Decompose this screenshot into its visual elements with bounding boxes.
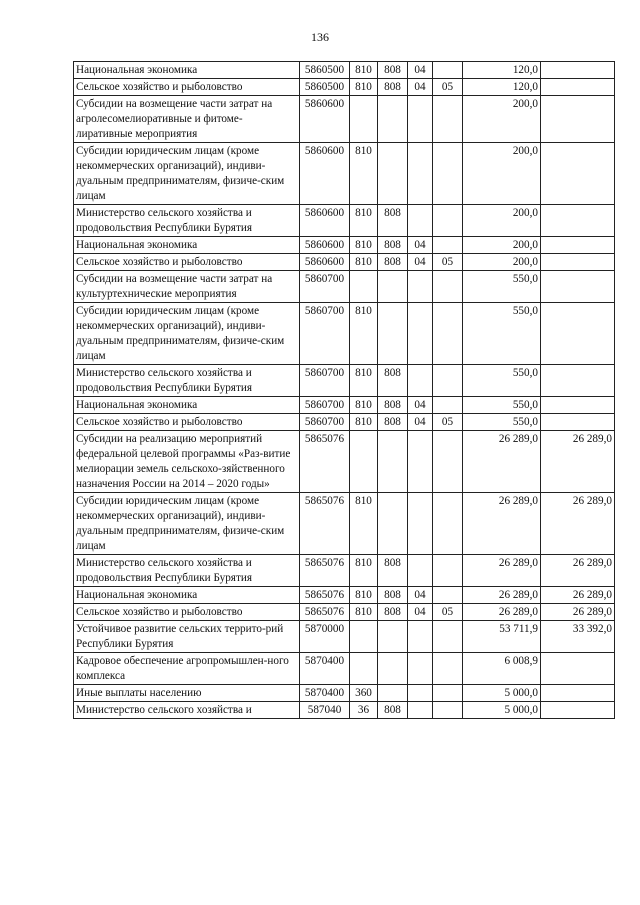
subsection-cell: 05 xyxy=(433,79,463,96)
federal-amount-cell xyxy=(541,271,615,303)
subsection-cell xyxy=(433,493,463,555)
expense-type-cell: 810 xyxy=(350,414,378,431)
expense-type-cell: 810 xyxy=(350,143,378,205)
subsection-cell xyxy=(433,397,463,414)
subsection-cell xyxy=(433,303,463,365)
federal-amount-cell xyxy=(541,653,615,685)
name-cell: Национальная экономика xyxy=(74,237,300,254)
target-article-cell: 5860600 xyxy=(300,96,350,143)
amount-cell: 5 000,0 xyxy=(463,702,541,719)
target-article-cell: 5865076 xyxy=(300,493,350,555)
ministry-code-cell xyxy=(378,431,408,493)
page-number: 136 xyxy=(311,30,329,44)
ministry-code-cell xyxy=(378,143,408,205)
name-cell: Иные выплаты населению xyxy=(74,685,300,702)
table-row xyxy=(74,79,615,96)
table-row xyxy=(74,431,615,493)
ministry-code-cell xyxy=(378,493,408,555)
table-row xyxy=(74,96,615,143)
federal-amount-cell xyxy=(541,702,615,719)
amount-cell: 26 289,0 xyxy=(463,493,541,555)
ministry-code-cell xyxy=(378,621,408,653)
table-row xyxy=(74,254,615,271)
name-cell: Субсидии на реализацию мероприятий федеральной целевой программы «Раз-витие мелиорации земель сельскохо-зяйственного назначения России на 2014 – 2020 годы» xyxy=(74,431,300,493)
amount-cell: 6 008,9 xyxy=(463,653,541,685)
subsection-cell xyxy=(433,555,463,587)
target-article-cell: 5860700 xyxy=(300,303,350,365)
amount-cell: 26 289,0 xyxy=(463,604,541,621)
ministry-code-cell: 808 xyxy=(378,205,408,237)
name-cell: Национальная экономика xyxy=(74,587,300,604)
expense-type-cell: 810 xyxy=(350,205,378,237)
expense-type-cell: 810 xyxy=(350,237,378,254)
table-row xyxy=(74,414,615,431)
subsection-cell xyxy=(433,431,463,493)
target-article-cell: 5860700 xyxy=(300,414,350,431)
expense-type-cell xyxy=(350,621,378,653)
name-cell: Устойчивое развитие сельских террито-рий Республики Бурятия xyxy=(74,621,300,653)
expense-type-cell: 810 xyxy=(350,79,378,96)
subsection-cell xyxy=(433,96,463,143)
ministry-code-cell: 808 xyxy=(378,79,408,96)
ministry-code-cell: 808 xyxy=(378,237,408,254)
federal-amount-cell: 33 392,0 xyxy=(541,621,615,653)
table-body xyxy=(74,62,615,719)
expense-type-cell xyxy=(350,653,378,685)
expense-type-cell: 36 xyxy=(350,702,378,719)
table-row xyxy=(74,685,615,702)
subsection-cell xyxy=(433,237,463,254)
name-cell: Сельское хозяйство и рыболовство xyxy=(74,254,300,271)
section-cell xyxy=(408,143,433,205)
expense-type-cell: 810 xyxy=(350,493,378,555)
amount-cell: 200,0 xyxy=(463,143,541,205)
target-article-cell: 5870400 xyxy=(300,653,350,685)
section-cell: 04 xyxy=(408,587,433,604)
target-article-cell: 5860500 xyxy=(300,62,350,79)
subsection-cell xyxy=(433,62,463,79)
ministry-code-cell: 808 xyxy=(378,254,408,271)
target-article-cell: 5865076 xyxy=(300,431,350,493)
name-cell: Субсидии на возмещение части затрат на культуртехнические мероприятия xyxy=(74,271,300,303)
expense-type-cell: 810 xyxy=(350,555,378,587)
subsection-cell xyxy=(433,587,463,604)
table-row xyxy=(74,621,615,653)
section-cell: 04 xyxy=(408,62,433,79)
section-cell xyxy=(408,555,433,587)
amount-cell: 26 289,0 xyxy=(463,587,541,604)
name-cell: Министерство сельского хозяйства и продовольствия Республики Бурятия xyxy=(74,205,300,237)
target-article-cell: 5870000 xyxy=(300,621,350,653)
amount-cell: 200,0 xyxy=(463,205,541,237)
subsection-cell xyxy=(433,702,463,719)
section-cell xyxy=(408,653,433,685)
ministry-code-cell: 808 xyxy=(378,587,408,604)
federal-amount-cell xyxy=(541,143,615,205)
ministry-code-cell: 808 xyxy=(378,414,408,431)
amount-cell: 200,0 xyxy=(463,254,541,271)
subsection-cell xyxy=(433,685,463,702)
federal-amount-cell xyxy=(541,62,615,79)
expense-type-cell: 810 xyxy=(350,397,378,414)
ministry-code-cell: 808 xyxy=(378,365,408,397)
target-article-cell: 5870400 xyxy=(300,685,350,702)
amount-cell: 550,0 xyxy=(463,414,541,431)
federal-amount-cell: 26 289,0 xyxy=(541,604,615,621)
amount-cell: 26 289,0 xyxy=(463,431,541,493)
target-article-cell: 5865076 xyxy=(300,604,350,621)
federal-amount-cell: 26 289,0 xyxy=(541,587,615,604)
name-cell: Национальная экономика xyxy=(74,62,300,79)
section-cell xyxy=(408,365,433,397)
federal-amount-cell xyxy=(541,96,615,143)
subsection-cell xyxy=(433,621,463,653)
federal-amount-cell xyxy=(541,414,615,431)
target-article-cell: 5860700 xyxy=(300,397,350,414)
amount-cell: 120,0 xyxy=(463,62,541,79)
expense-type-cell: 810 xyxy=(350,303,378,365)
section-cell xyxy=(408,685,433,702)
subsection-cell xyxy=(433,143,463,205)
expense-type-cell: 810 xyxy=(350,587,378,604)
amount-cell: 550,0 xyxy=(463,397,541,414)
ministry-code-cell xyxy=(378,653,408,685)
ministry-code-cell xyxy=(378,685,408,702)
section-cell xyxy=(408,271,433,303)
name-cell: Кадровое обеспечение агропромышлен-ного комплекса xyxy=(74,653,300,685)
target-article-cell: 5860700 xyxy=(300,271,350,303)
federal-amount-cell xyxy=(541,79,615,96)
subsection-cell xyxy=(433,653,463,685)
table-row xyxy=(74,587,615,604)
table-row xyxy=(74,62,615,79)
section-cell xyxy=(408,621,433,653)
amount-cell: 550,0 xyxy=(463,271,541,303)
federal-amount-cell xyxy=(541,397,615,414)
amount-cell: 550,0 xyxy=(463,365,541,397)
target-article-cell: 5860500 xyxy=(300,79,350,96)
section-cell xyxy=(408,303,433,365)
name-cell: Субсидии юридическим лицам (кроме некоммерческих организаций), индиви-дуальным предпринимателям, физиче-ским лицам xyxy=(74,143,300,205)
federal-amount-cell: 26 289,0 xyxy=(541,431,615,493)
target-article-cell: 5860600 xyxy=(300,254,350,271)
federal-amount-cell xyxy=(541,303,615,365)
federal-amount-cell: 26 289,0 xyxy=(541,493,615,555)
expense-type-cell: 810 xyxy=(350,604,378,621)
target-article-cell: 5865076 xyxy=(300,555,350,587)
section-cell xyxy=(408,702,433,719)
table-row xyxy=(74,303,615,365)
table-row xyxy=(74,653,615,685)
subsection-cell: 05 xyxy=(433,604,463,621)
subsection-cell xyxy=(433,205,463,237)
amount-cell: 200,0 xyxy=(463,96,541,143)
ministry-code-cell: 808 xyxy=(378,397,408,414)
table-row xyxy=(74,604,615,621)
table-row xyxy=(74,397,615,414)
name-cell: Сельское хозяйство и рыболовство xyxy=(74,604,300,621)
target-article-cell: 5860600 xyxy=(300,205,350,237)
federal-amount-cell xyxy=(541,237,615,254)
ministry-code-cell xyxy=(378,96,408,143)
section-cell xyxy=(408,431,433,493)
name-cell: Субсидии на возмещение части затрат на агролесомелиоративные и фитоме-лиративные мероприятия xyxy=(74,96,300,143)
section-cell: 04 xyxy=(408,397,433,414)
federal-amount-cell xyxy=(541,685,615,702)
amount-cell: 5 000,0 xyxy=(463,685,541,702)
table-row xyxy=(74,237,615,254)
expense-type-cell: 810 xyxy=(350,254,378,271)
budget-table xyxy=(73,61,615,719)
subsection-cell xyxy=(433,365,463,397)
ministry-code-cell: 808 xyxy=(378,702,408,719)
section-cell: 04 xyxy=(408,254,433,271)
amount-cell: 26 289,0 xyxy=(463,555,541,587)
section-cell xyxy=(408,205,433,237)
table-row xyxy=(74,555,615,587)
name-cell: Министерство сельского хозяйства и xyxy=(74,702,300,719)
section-cell: 04 xyxy=(408,414,433,431)
name-cell: Министерство сельского хозяйства и продовольствия Республики Бурятия xyxy=(74,555,300,587)
target-article-cell: 5860600 xyxy=(300,143,350,205)
expense-type-cell xyxy=(350,431,378,493)
section-cell: 04 xyxy=(408,79,433,96)
expense-type-cell xyxy=(350,96,378,143)
ministry-code-cell: 808 xyxy=(378,555,408,587)
target-article-cell: 5865076 xyxy=(300,587,350,604)
ministry-code-cell xyxy=(378,271,408,303)
federal-amount-cell: 26 289,0 xyxy=(541,555,615,587)
target-article-cell: 5860700 xyxy=(300,365,350,397)
ministry-code-cell: 808 xyxy=(378,604,408,621)
name-cell: Субсидии юридическим лицам (кроме некоммерческих организаций), индиви-дуальным предпринимателям, физиче-ским лицам xyxy=(74,493,300,555)
name-cell: Сельское хозяйство и рыболовство xyxy=(74,79,300,96)
table-row xyxy=(74,271,615,303)
federal-amount-cell xyxy=(541,205,615,237)
section-cell: 04 xyxy=(408,237,433,254)
table-row xyxy=(74,143,615,205)
table-row xyxy=(74,365,615,397)
amount-cell: 53 711,9 xyxy=(463,621,541,653)
section-cell xyxy=(408,96,433,143)
expense-type-cell xyxy=(350,271,378,303)
name-cell: Субсидии юридическим лицам (кроме некоммерческих организаций), индиви-дуальным предпринимателям, физиче-ским лицам xyxy=(74,303,300,365)
amount-cell: 200,0 xyxy=(463,237,541,254)
expense-type-cell: 810 xyxy=(350,365,378,397)
subsection-cell: 05 xyxy=(433,254,463,271)
subsection-cell: 05 xyxy=(433,414,463,431)
name-cell: Министерство сельского хозяйства и продовольствия Республики Бурятия xyxy=(74,365,300,397)
name-cell: Сельское хозяйство и рыболовство xyxy=(74,414,300,431)
federal-amount-cell xyxy=(541,365,615,397)
expense-type-cell: 810 xyxy=(350,62,378,79)
federal-amount-cell xyxy=(541,254,615,271)
name-cell: Национальная экономика xyxy=(74,397,300,414)
target-article-cell: 587040 xyxy=(300,702,350,719)
section-cell xyxy=(408,493,433,555)
subsection-cell xyxy=(433,271,463,303)
ministry-code-cell: 808 xyxy=(378,62,408,79)
expense-type-cell: 360 xyxy=(350,685,378,702)
ministry-code-cell xyxy=(378,303,408,365)
amount-cell: 550,0 xyxy=(463,303,541,365)
section-cell: 04 xyxy=(408,604,433,621)
table-row xyxy=(74,205,615,237)
target-article-cell: 5860600 xyxy=(300,237,350,254)
table-row xyxy=(74,702,615,719)
table-row xyxy=(74,493,615,555)
amount-cell: 120,0 xyxy=(463,79,541,96)
